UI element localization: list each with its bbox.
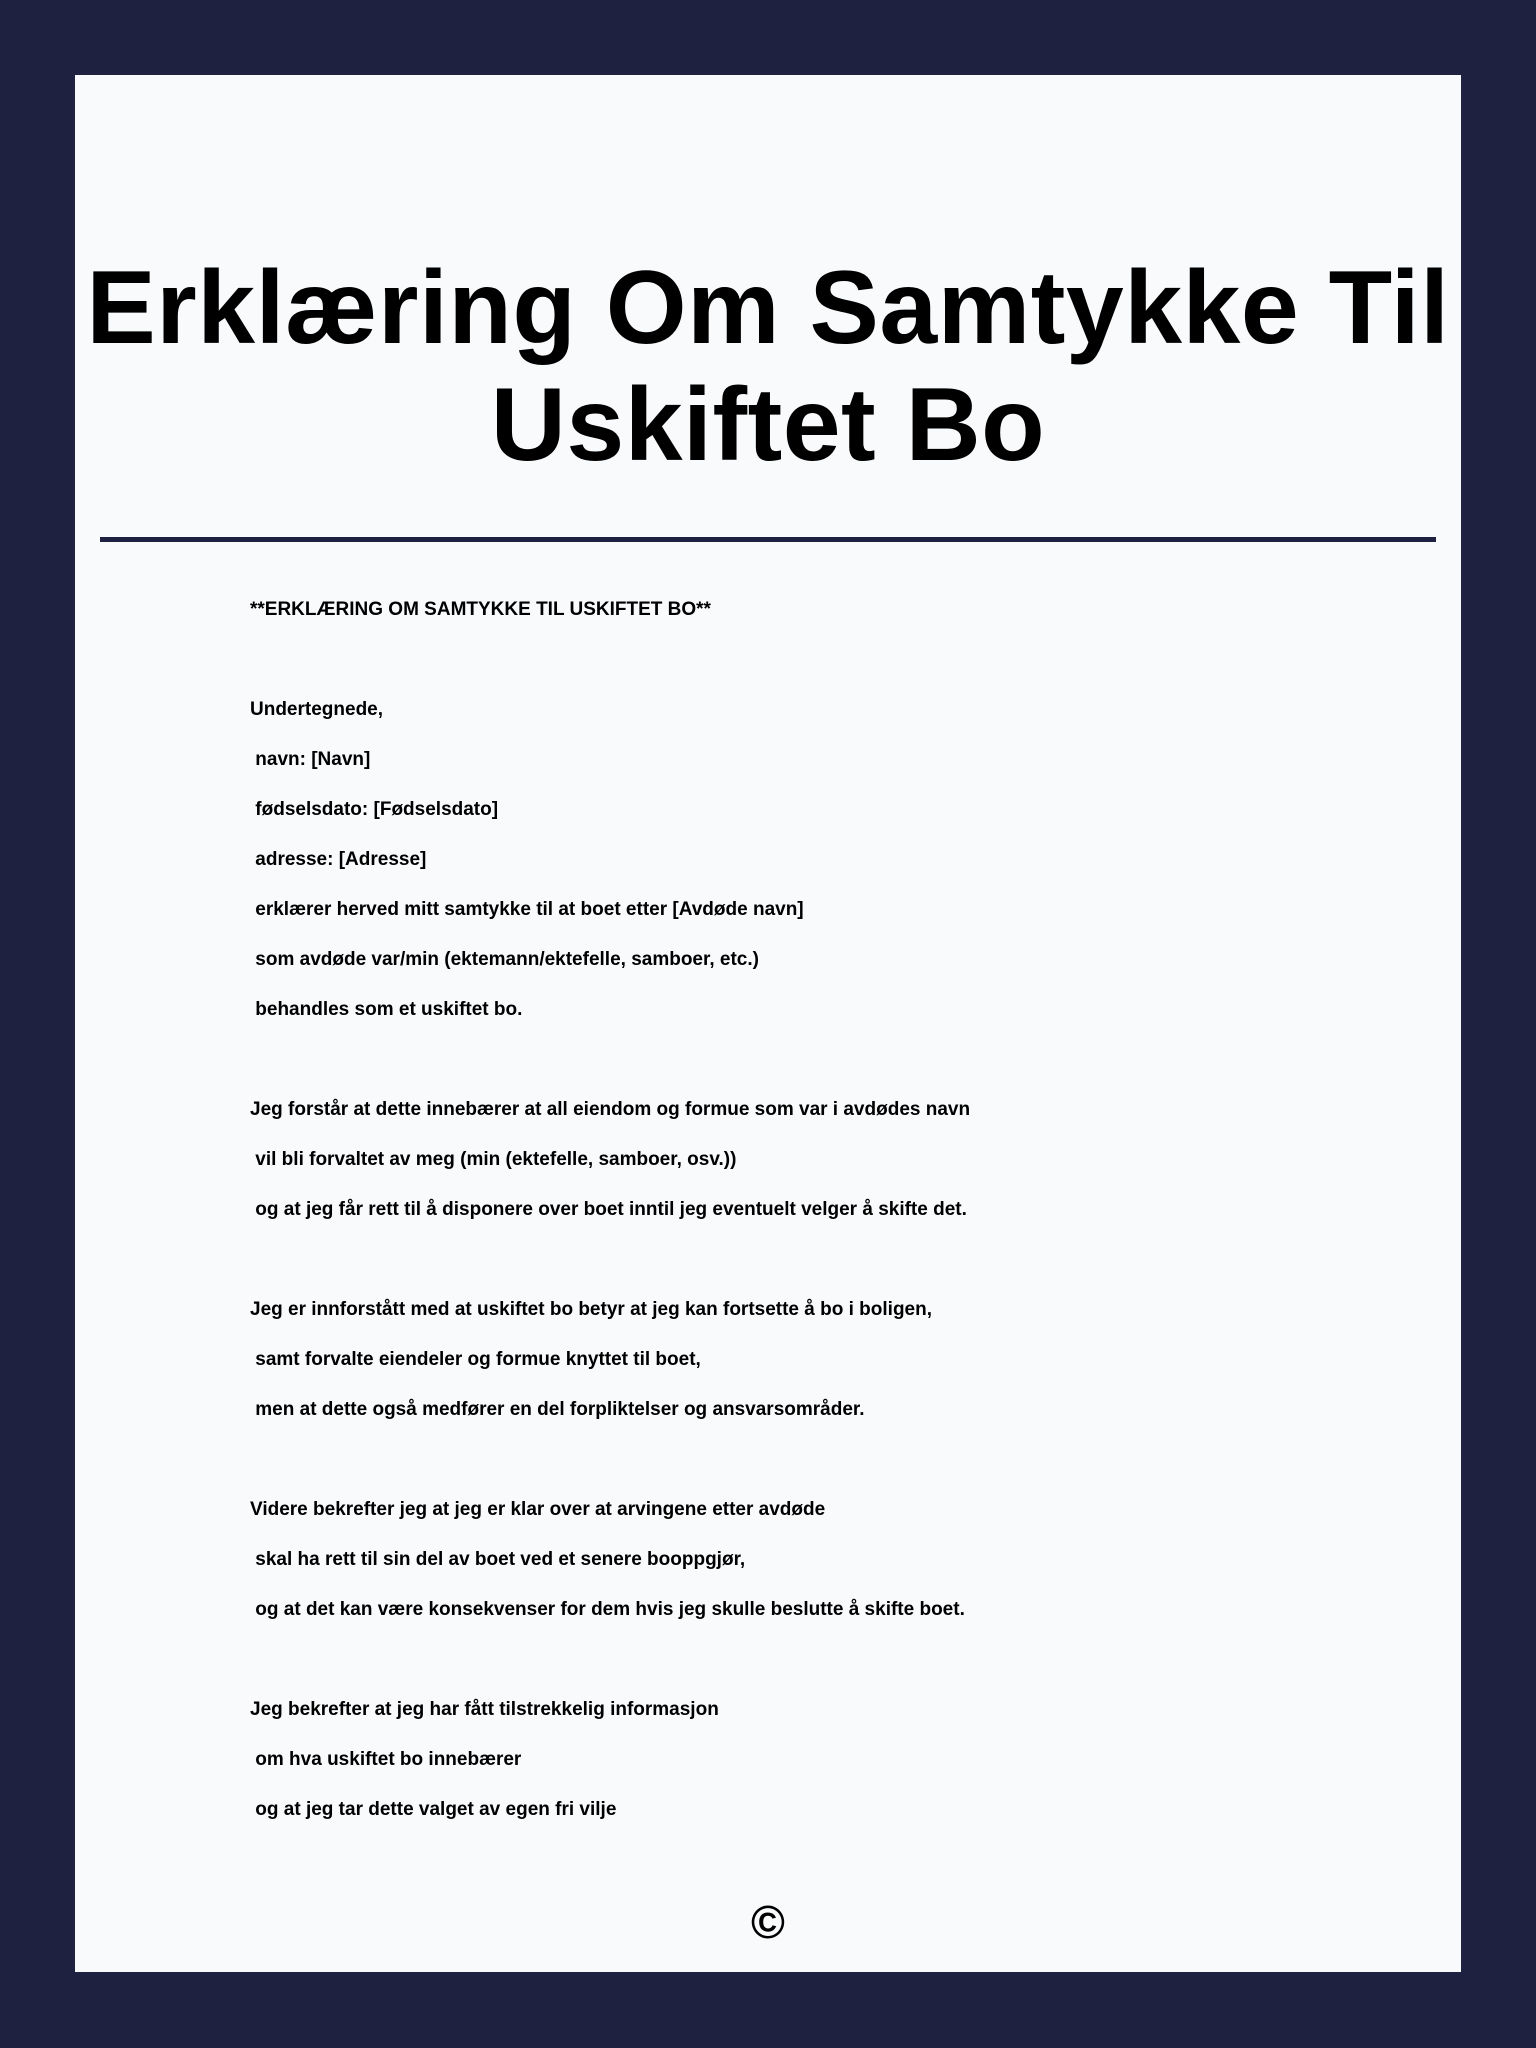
document-page <box>75 75 1461 1972</box>
paragraph-5 <box>250 1685 1350 1835</box>
document-body <box>250 585 1350 1835</box>
document-heading: **ERKLÆRING OM SAMTYKKE TIL USKIFTET BO** <box>250 599 711 620</box>
paragraph-line: erklærer herved mitt samtykke til at boet etter [Avdøde navn] <box>250 899 804 920</box>
paragraph-line: samt forvalte eiendeler og formue knyttet til boet, <box>250 1349 701 1370</box>
paragraph-gap <box>250 1035 1350 1085</box>
paragraph-line: vil bli forvaltet av meg (min (ektefelle, samboer, osv.)) <box>250 1149 737 1170</box>
paragraph-line: adresse: [Adresse] <box>250 849 427 870</box>
paragraph-line: Jeg bekrefter at jeg har fått tilstrekkelig informasjon <box>250 1699 719 1720</box>
paragraph-line: men at dette også medfører en del forpliktelser og ansvarsområder. <box>250 1399 865 1420</box>
paragraph-4 <box>250 1485 1350 1635</box>
paragraph-line: om hva uskiftet bo innebærer <box>250 1749 522 1770</box>
copyright-icon: © <box>751 1896 785 1948</box>
paragraph-line: fødselsdato: [Fødselsdato] <box>250 799 499 820</box>
paragraph-line: og at jeg tar dette valget av egen fri vilje <box>250 1799 617 1820</box>
paragraph-1 <box>250 685 1350 1035</box>
paragraph-gap <box>250 1435 1350 1485</box>
paragraph-line: skal ha rett til sin del av boet ved et senere booppgjør, <box>250 1549 746 1570</box>
paragraph-line: og at det kan være konsekvenser for dem hvis jeg skulle beslutte å skifte boet. <box>250 1599 965 1620</box>
paragraph-line: som avdøde var/min (ektemann/ektefelle, samboer, etc.) <box>250 949 759 970</box>
paragraph-line: og at jeg får rett til å disponere over boet inntil jeg eventuelt velger å skifte det. <box>250 1199 967 1220</box>
paragraph-2 <box>250 1085 1350 1235</box>
paragraph-gap <box>250 1235 1350 1285</box>
paragraph-line: Undertegnede, <box>250 699 384 720</box>
title-divider <box>100 537 1436 542</box>
paragraph-line: Jeg er innforstått med at uskiftet bo betyr at jeg kan fortsette å bo i boligen, <box>250 1299 932 1320</box>
paragraph-gap <box>250 635 1350 685</box>
document-title: Erklæring Om Samtykke Til Uskiftet Bo <box>86 250 1450 483</box>
paragraph-gap <box>250 1635 1350 1685</box>
paragraph-line: navn: [Navn] <box>250 749 371 770</box>
paragraph-line: behandles som et uskiftet bo. <box>250 999 523 1020</box>
paragraph-3 <box>250 1285 1350 1435</box>
paragraph-line: Videre bekrefter jeg at jeg er klar over at arvingene etter avdøde <box>250 1499 826 1520</box>
paragraph-line: Jeg forstår at dette innebærer at all eiendom og formue som var i avdødes navn <box>250 1099 971 1120</box>
